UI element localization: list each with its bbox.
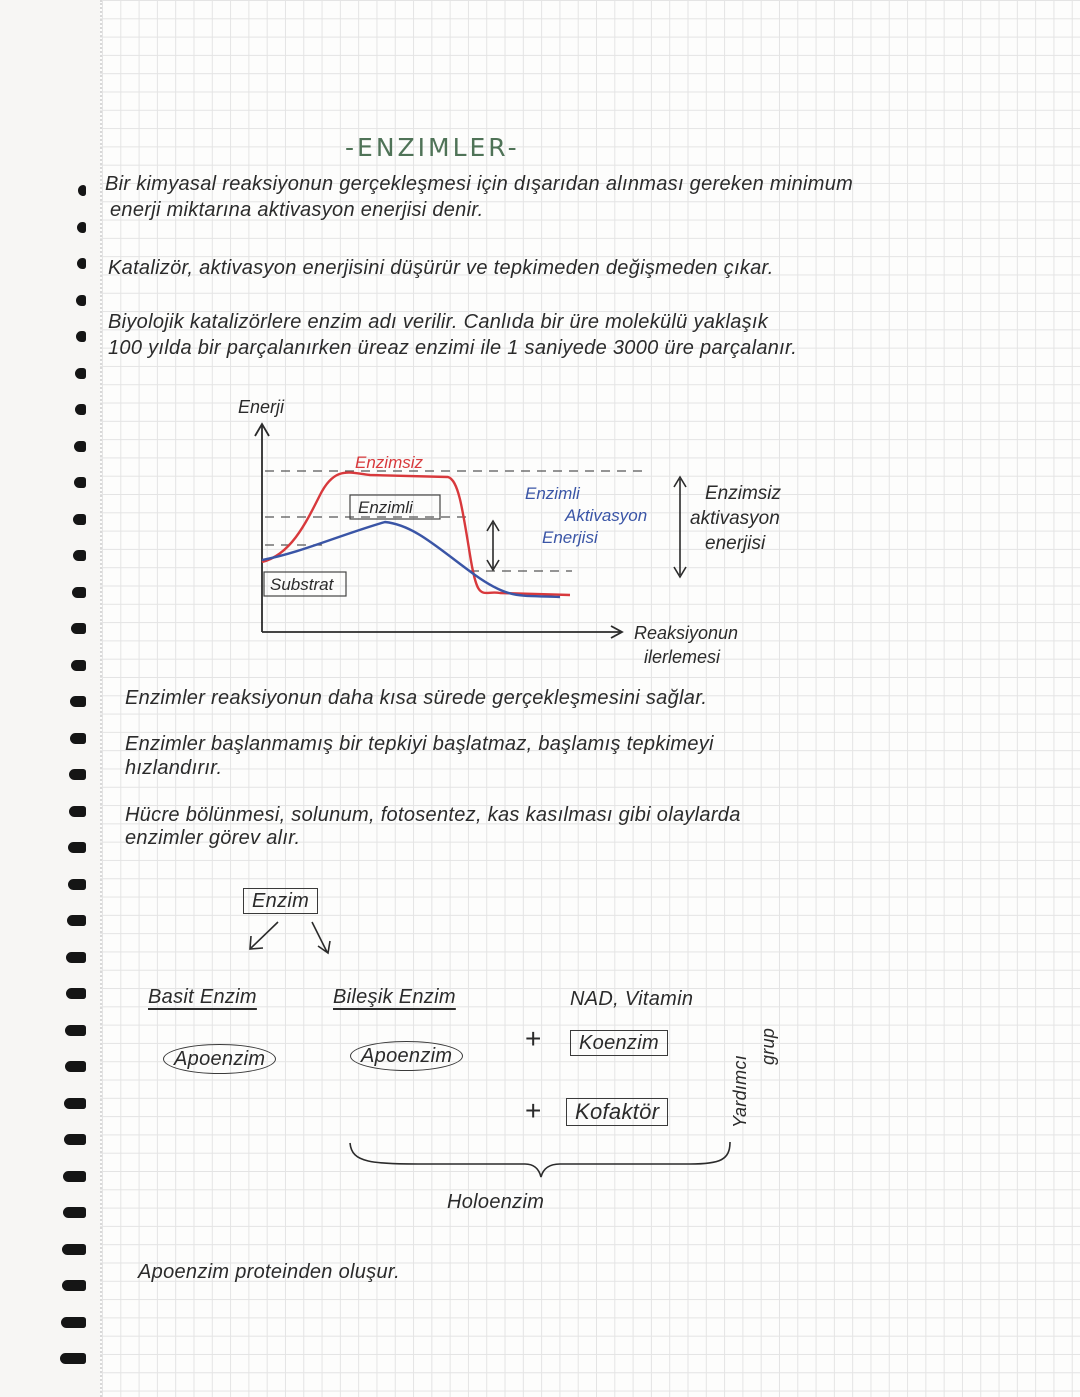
binding-hole (63, 1171, 86, 1182)
catalyzed-activation-arrow (487, 521, 499, 570)
x-axis-label-line-1: Reaksiyonun (634, 623, 739, 643)
enzyme-roles-line-1: Hücre bölünmesi, solunum, fotosentez, kas kasılması gibi olaylarda (125, 804, 741, 826)
binding-hole (68, 879, 86, 890)
spiral-binding (52, 0, 98, 1397)
binding-hole (65, 1025, 86, 1036)
compound-enzyme-node: Bileşik Enzim (333, 986, 456, 1008)
binding-hole (73, 550, 87, 561)
binding-hole (74, 441, 86, 452)
biological-catalyst-line-2: 100 yılda bir parçalanırken üreaz enzimi ile 1 saniyede 3000 üre parçalanır. (108, 337, 798, 359)
binding-hole (67, 915, 86, 926)
binding-hole (72, 587, 86, 598)
cofactor-node: Kofaktör (566, 1098, 668, 1126)
enzyme-roles-line-2: enzimler görev alır. (125, 827, 301, 849)
helper-group-label-line-2: grup (758, 1027, 778, 1065)
enzyme-start-note-line-1: Enzimler başlanmamış bir tepkiyi başlatmaz, başlamış tepkimeyi (125, 733, 714, 755)
uncatalyzed-activation-label-line-3: enerjisi (705, 533, 766, 554)
uncatalyzed-activation-label-line-2: aktivasyon (690, 508, 780, 529)
catalyzed-activation-label-line-2: Aktivasyon (565, 506, 648, 525)
binding-hole (63, 1207, 86, 1218)
branch-arrow-left (250, 922, 278, 949)
x-axis-label-line-2: ilerlemesi (644, 647, 721, 667)
coenzyme-node: Koenzim (570, 1030, 668, 1056)
simple-apoenzyme: Apoenzim (163, 1044, 276, 1074)
binding-hole (75, 368, 86, 379)
enzyme-start-note-line-2: hızlandırır. (125, 757, 223, 779)
plus-sign-coenzyme: + (525, 1023, 542, 1054)
catalyst-definition: Katalizör, aktivasyon enerjisini düşürür ve tepkimeden değişmeden çıkar. (108, 257, 774, 279)
binding-hole (62, 1280, 87, 1291)
binding-hole (76, 331, 86, 342)
binding-hole (77, 222, 86, 233)
y-axis (255, 424, 269, 632)
binding-hole (73, 514, 86, 525)
substrate-label: Substrat (270, 575, 334, 594)
binding-hole (69, 769, 86, 780)
binding-hole (75, 404, 86, 415)
page-title: -ENZIMLER- (345, 133, 520, 162)
holoenzyme-brace (350, 1142, 730, 1177)
binding-hole (65, 1061, 86, 1072)
binding-hole (66, 952, 86, 963)
apoenzyme-note: Apoenzim proteinden oluşur. (138, 1261, 400, 1283)
binding-hole (70, 696, 86, 707)
catalyzed-activation-label-line-1: Enzimli (525, 484, 580, 503)
catalyzed-curve-label: Enzimli (358, 498, 413, 517)
binding-hole (74, 477, 86, 488)
activation-definition-line-2: enerji miktarına aktivasyon enerjisi denir. (110, 199, 484, 221)
binding-hole (70, 733, 86, 744)
uncatalyzed-activation-label-line-1: Enzimsiz (705, 483, 782, 504)
binding-hole (68, 842, 86, 853)
simple-enzyme-node: Basit Enzim (148, 986, 257, 1008)
binding-hole (77, 258, 86, 269)
compound-apoenzyme: Apoenzim (350, 1041, 463, 1071)
plus-sign-cofactor: + (525, 1095, 542, 1126)
classification-connectors (130, 880, 810, 1200)
uncatalyzed-curve-label: Enzimsiz (355, 453, 424, 472)
binding-hole (66, 988, 86, 999)
activation-definition-line-1: Bir kimyasal reaksiyonun gerçekleşmesi için dışarıdan alınması gereken minimum (105, 173, 854, 195)
cofactor-examples: NAD, Vitamin (570, 988, 694, 1010)
biological-catalyst-line-1: Biyolojik katalizörlere enzim adı verilir. Canlıda bir üre molekülü yaklaşık (108, 311, 769, 333)
holoenzyme-label: Holoenzim (447, 1191, 545, 1213)
binding-hole (62, 1244, 86, 1255)
binding-hole (76, 295, 86, 306)
binding-hole (64, 1134, 86, 1145)
binding-hole (71, 660, 86, 671)
branch-arrow-right (312, 922, 330, 953)
binding-hole (64, 1098, 86, 1109)
catalyzed-activation-label-line-3: Enerjisi (542, 528, 598, 547)
binding-hole (78, 185, 86, 196)
binding-hole (69, 806, 86, 817)
binding-hole (60, 1353, 86, 1364)
y-axis-label: Enerji (238, 397, 285, 417)
uncatalyzed-activation-arrow (674, 477, 686, 577)
enzyme-root-node: Enzim (243, 888, 318, 914)
enzyme-speed-note: Enzimler reaksiyonun daha kısa sürede gerçekleşmesini sağlar. (125, 687, 708, 709)
x-axis (262, 626, 622, 638)
binding-hole (61, 1317, 86, 1328)
energy-diagram (220, 385, 820, 675)
binding-hole (71, 623, 86, 634)
helper-group-label-line-1: Yardımcı (730, 1054, 750, 1128)
